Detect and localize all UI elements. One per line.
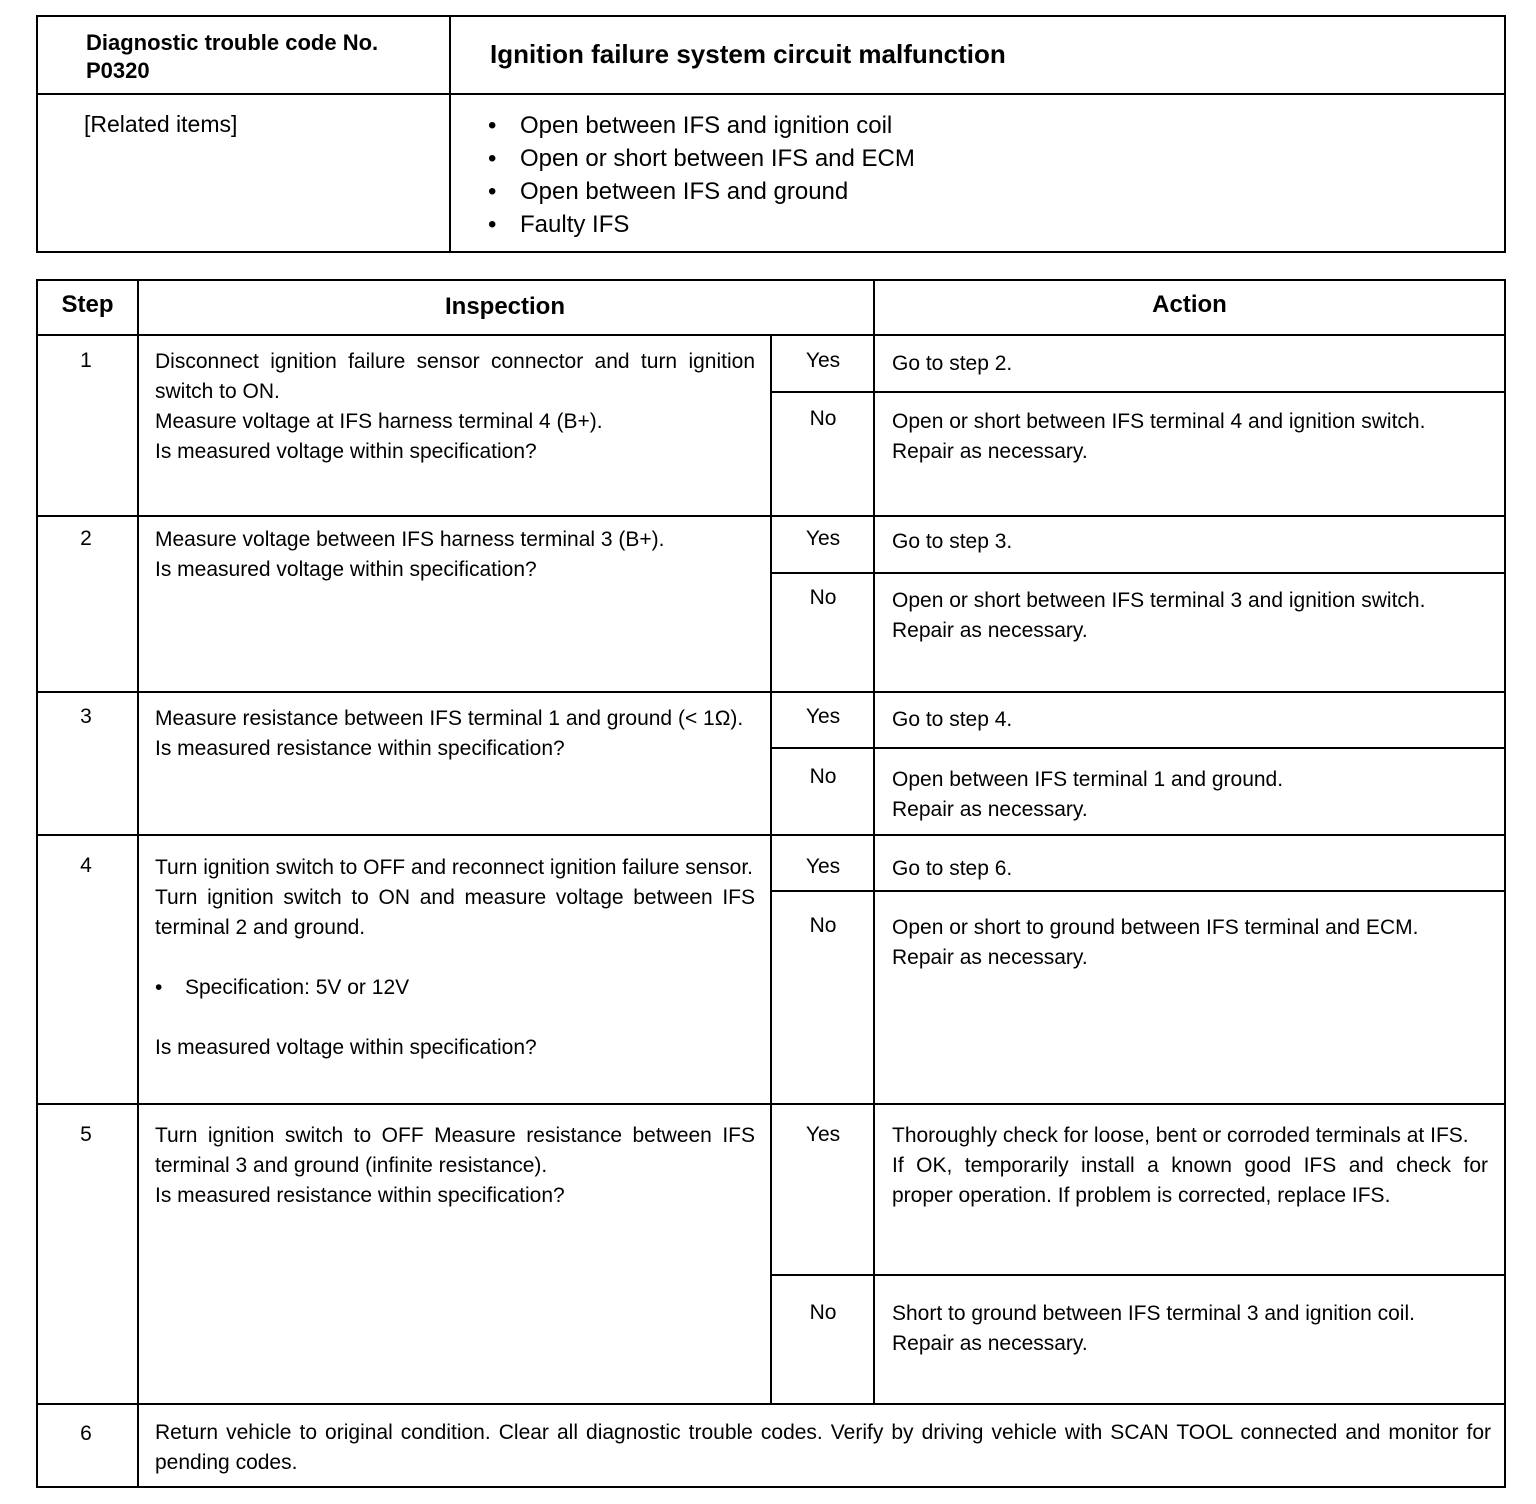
yes-label: Yes [805, 527, 841, 550]
dtc-title: Ignition failure system circuit malfunction [490, 39, 1006, 69]
header-row-code [38, 17, 1504, 95]
related-items-label: [Related items] [84, 111, 238, 137]
step-number: 2 [80, 527, 92, 550]
no-label: No [809, 765, 837, 788]
no-label: No [809, 914, 837, 937]
step-number: 4 [80, 854, 92, 877]
yes-label: Yes [805, 349, 841, 372]
no-label: No [809, 1301, 837, 1324]
inspection-text: Disconnect ignition failure sensor connector and turn ignition switch to ON. Measure voltage at IFS harness terminal 4 (B+). Is measured voltage within specification? [155, 350, 755, 463]
inspection-text: Measure resistance between IFS terminal 1 and ground (< 1Ω). Is measured resistance within specification? [155, 707, 744, 760]
action-text: Open or short between IFS terminal 3 and ignition switch. Repair as necessary. [892, 589, 1426, 642]
step-number: 1 [80, 349, 92, 372]
action-text: Go to step 6. [892, 857, 1013, 880]
diagnostic-steps-table [36, 279, 1506, 1488]
action-text: Go to step 4. [892, 708, 1013, 731]
action-text: Open or short between IFS terminal 4 and ignition switch. Repair as necessary. [892, 410, 1426, 463]
dtc-header-table [36, 15, 1506, 253]
header-row-related [38, 95, 1504, 251]
spec-bullet: • Specification: 5V or 12V [155, 976, 410, 999]
inspection-text: Measure voltage between IFS harness terminal 3 (B+). Is measured voltage within specification? [155, 528, 665, 581]
no-label: No [809, 407, 837, 430]
inspection-text: Turn ignition switch to OFF and reconnect ignition failure sensor. Turn ignition switch to ON and measure voltage between IFS terminal 2 and ground. • Specification: 5V or 12V Is measured voltage within specification? [155, 856, 755, 1059]
list-item: • Open between IFS and ground [488, 178, 849, 205]
action-text: Go to step 3. [892, 530, 1013, 553]
header-action: Action [1152, 291, 1227, 318]
action-text: Thoroughly check for loose, bent or corroded terminals at IFS. If OK, temporarily install a known good IFS and check for proper operation. If problem is corrected, replace IFS. [892, 1124, 1488, 1207]
action-text: Short to ground between IFS terminal 3 and ignition coil. Repair as necessary. [892, 1302, 1415, 1355]
list-item: • Open between IFS and ignition coil [488, 112, 893, 139]
no-label: No [809, 586, 837, 609]
yes-label: Yes [805, 855, 841, 878]
action-text: Open or short to ground between IFS terminal and ECM. Repair as necessary. [892, 916, 1419, 969]
step-number: 5 [80, 1123, 92, 1146]
related-items-list [488, 109, 915, 241]
header-inspection: Inspection [444, 293, 565, 320]
action-text: Open between IFS terminal 1 and ground. Repair as necessary. [892, 768, 1284, 821]
yes-label: Yes [805, 1123, 841, 1146]
list-item: • Faulty IFS [488, 211, 630, 238]
step-number: 6 [80, 1422, 92, 1445]
list-item: • Open or short between IFS and ECM [488, 145, 915, 172]
header-step: Step [61, 291, 114, 318]
dtc-code-label: Diagnostic trouble code No. P0320 [86, 30, 379, 83]
yes-label: Yes [805, 705, 841, 728]
inspection-text: Turn ignition switch to OFF Measure resistance between IFS terminal 3 and ground (infinite resistance). Is measured resistance within specification? [155, 1124, 755, 1207]
final-action-text: Return vehicle to original condition. Clear all diagnostic trouble codes. Verify by driving vehicle with SCAN TOOL connected and monitor for pending codes. [155, 1421, 1491, 1474]
action-text: Go to step 2. [892, 352, 1013, 375]
step-number: 3 [80, 705, 92, 728]
